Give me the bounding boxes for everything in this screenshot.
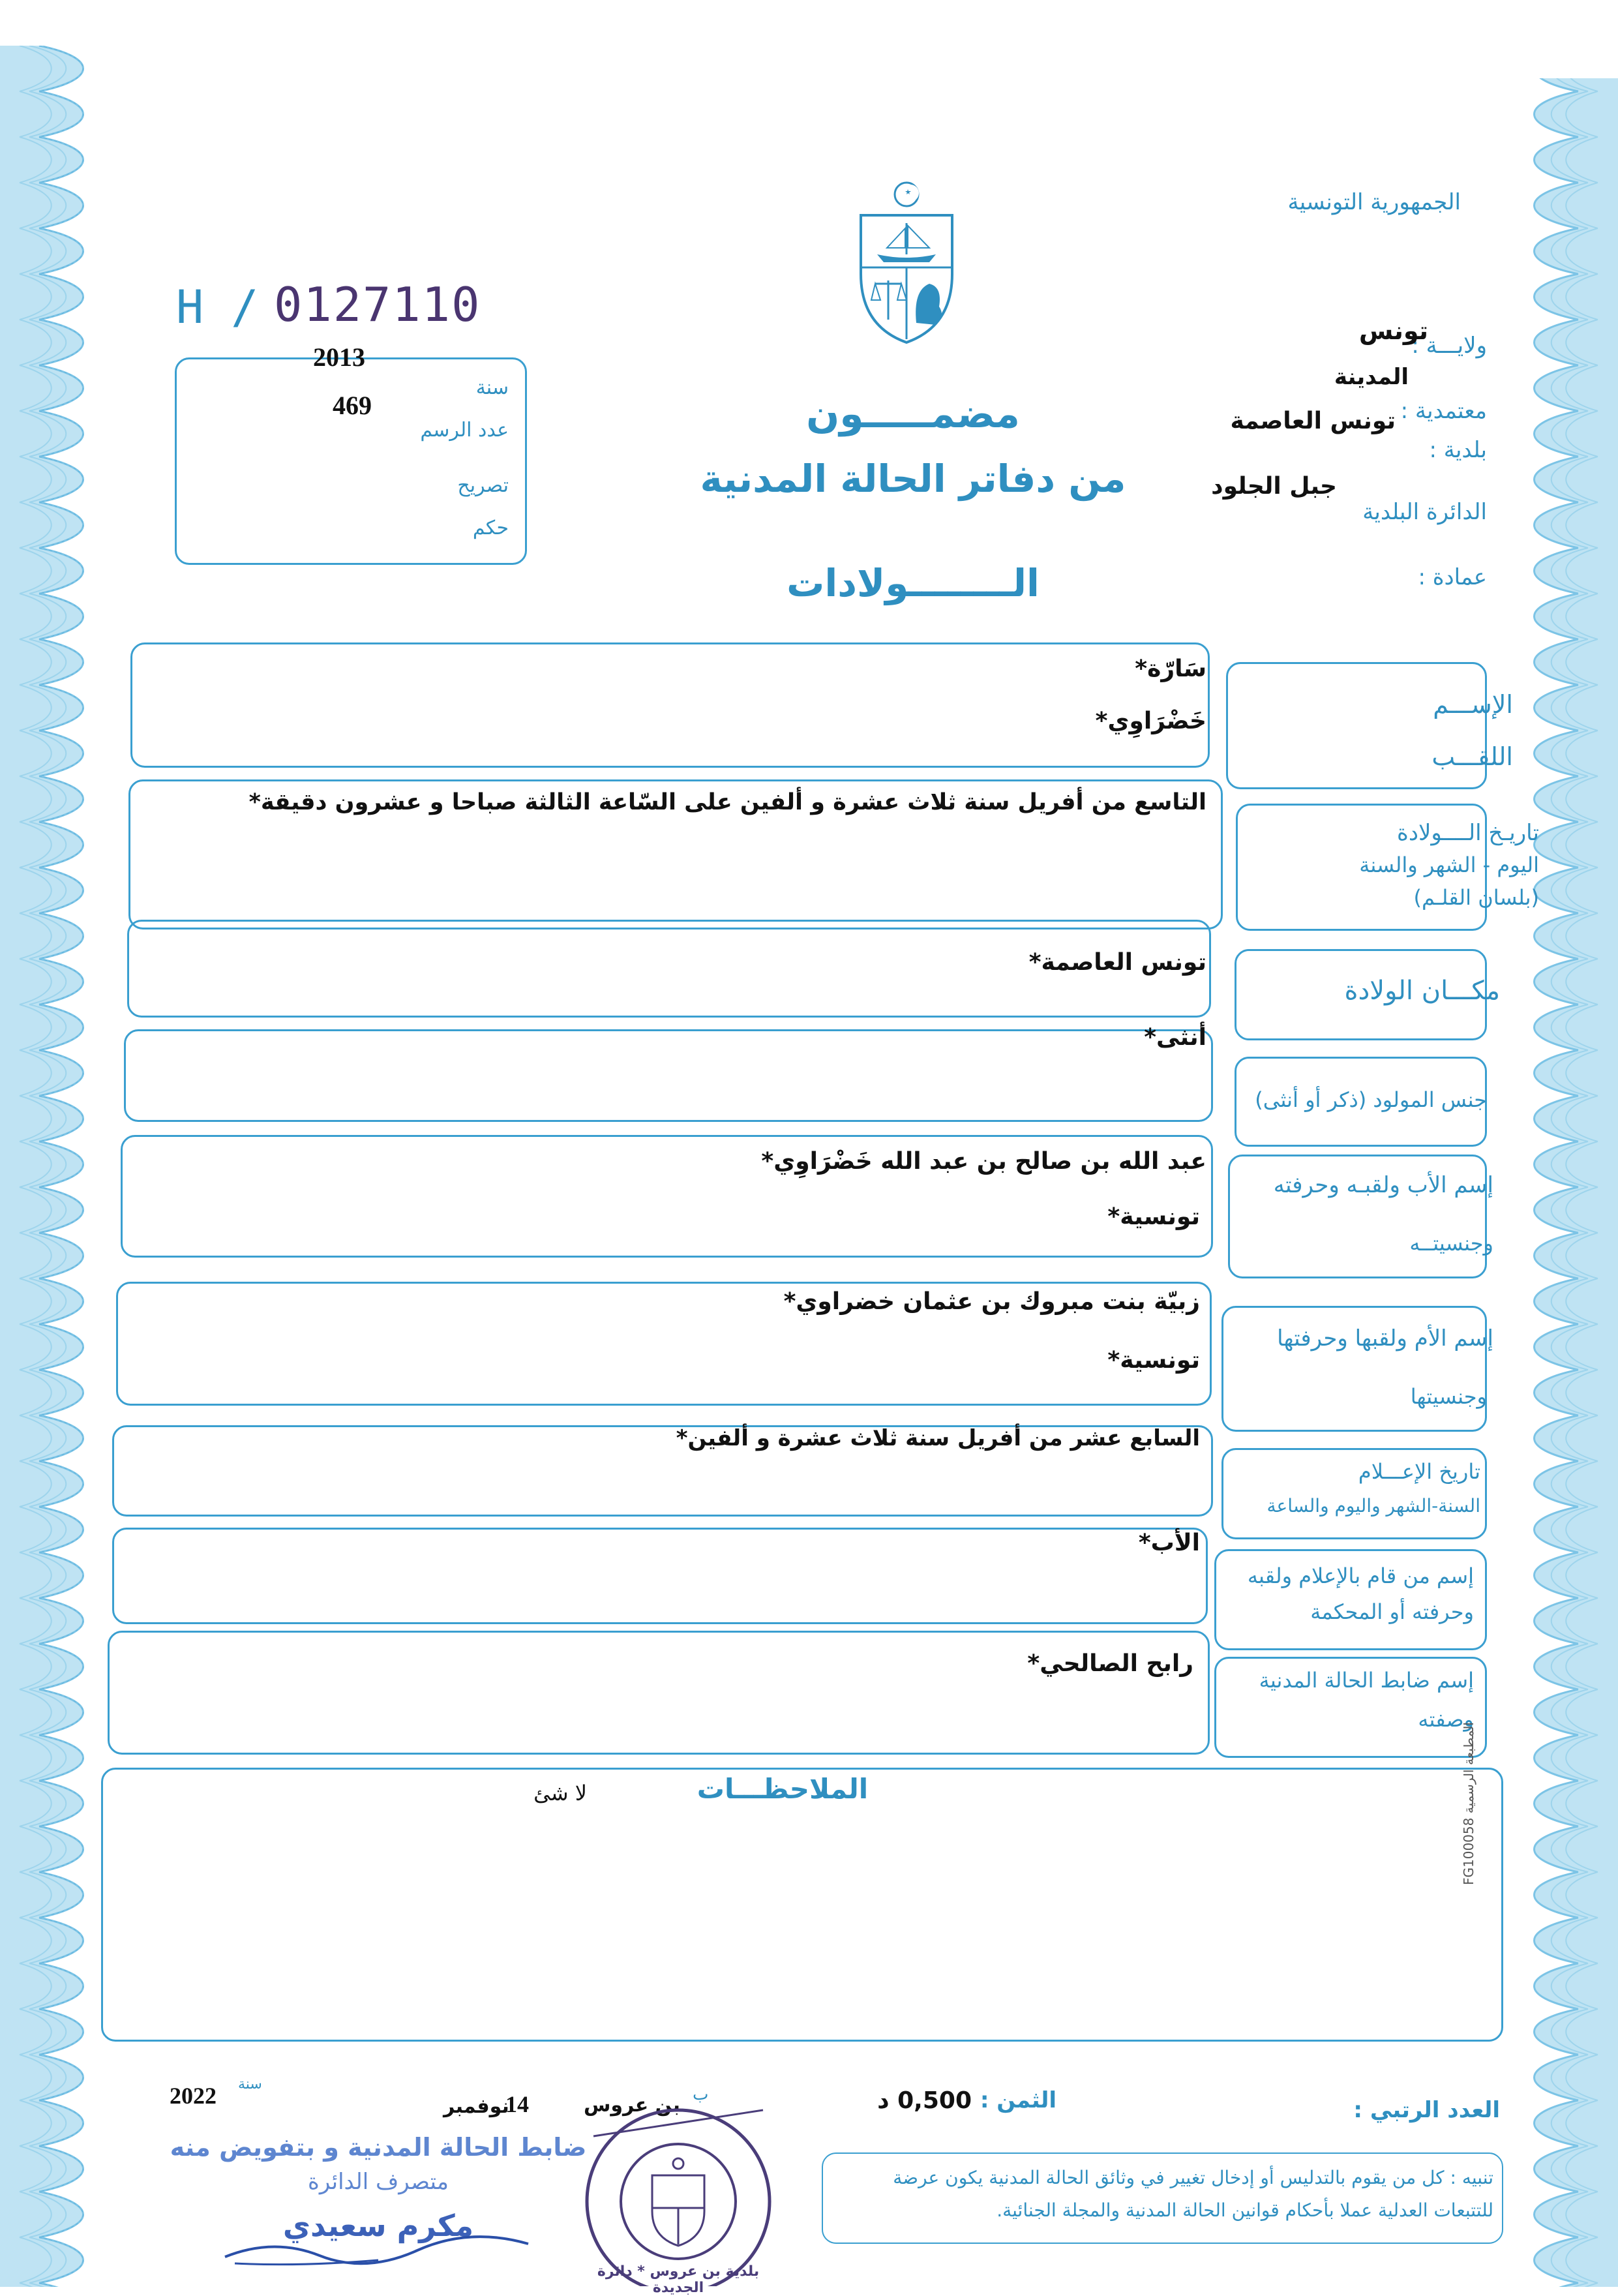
birthdate-value: التاسع من أفريل سنة ثلاث عشرة و ألفين على السّاعة الثالثة صباحا و عشرون دقيقة* [248,789,1206,815]
warning-line2: للتتبعات العدلية عملا بأحكام قوانين الحالة المدنية والمجلة الجنائية. [996,2199,1493,2221]
declaration-label: تصريح [457,474,509,497]
signature-icon [222,2231,535,2270]
ordinal-number-label: العدد الرتبي : [1353,2097,1500,2123]
price-label: الثمن : [980,2087,1056,2113]
delegation-value: تونس العاصمة [1230,408,1396,434]
field-label-mother: إسم الأم ولقبها وحرفتها [1277,1325,1493,1352]
field-label-sex: جنس المولود (ذكر أو أنثى) [1255,1087,1487,1112]
issue-day: 14 [505,2091,529,2117]
price-value: 0,500 د [877,2087,972,2114]
delegation-label: معتمدية : [1400,398,1487,424]
serial-prefix: H / [176,280,259,334]
municipal-district-label: الدائرة البلدية [1362,499,1487,525]
field-label-declaration-date: تاريخ الإعـــلام [1358,1459,1480,1484]
mother-nationality-value: تونسية* [1107,1347,1200,1374]
municipality-label: بلدية : [1429,437,1487,463]
officer-delegation-stamp-line2: متصرف الدائرة [308,2169,449,2195]
field-label-declarant-court: وحرفته أو المحكمة [1310,1599,1474,1624]
governorate-label: ولايـــة : [1411,333,1487,359]
title-civil-registers: من دفاتر الحالة المدنية [700,457,1126,501]
coat-of-arms-icon [848,176,965,346]
field-label-father: إسم الأب ولقبـه وحرفته [1273,1172,1493,1198]
deed-number-label: عدد الرسم [420,419,509,442]
declarant-value: الأب* [1138,1530,1200,1556]
remarks-box [101,1768,1503,2042]
officer-delegation-stamp-line1: ضابط الحالة المدنية و بتفويض منه [170,2133,587,2162]
issue-year-label: سنة [238,2076,262,2092]
right-decorative-border [1493,0,1618,2287]
title-births: الــــــــولادات [787,561,1040,605]
field-label-surname: اللقـــب [1431,742,1513,771]
mother-value: زبيّة بنت مبروك بن عثمان خضراوي* [783,1288,1200,1315]
field-label-first-name: الإســـم [1433,690,1513,719]
field-officer-value-box [108,1631,1210,1755]
municipal-district-value: جبل الجلود [1211,473,1337,500]
field-label-birthdate-words: (بلسان القلـم) [1413,885,1539,910]
birthplace-value: تونس العاصمة* [1028,949,1206,976]
municipal-round-stamp-icon [567,2091,789,2286]
surname-value: خَضْرَاوِي* [1095,708,1206,734]
first-name-value: سَارّة* [1135,656,1206,682]
issue-place: بن عروس [584,2094,680,2117]
warning-line1: تنبيه : كل من يقوم بالتدليس أو إدخال تغيير في وثائق الحالة المدنية يكون عرضة [893,2167,1493,2188]
deed-number-value: 469 [333,391,372,420]
field-label-declaration-date-format: السنة-الشهر واليوم والساعة [1266,1495,1480,1517]
municipal-stamp-text: بلدية بن عروس * دائرة الجديدة [597,2263,760,2296]
warning-box [822,2152,1503,2244]
judgment-label: حكم [472,517,509,539]
father-nationality-value: تونسية* [1107,1203,1200,1230]
field-label-birthdate-format: اليوم - الشهر والسنة [1359,853,1539,877]
title-extract: مضمـــــون [806,391,1020,437]
field-label-officer-title: وصفته [1418,1707,1474,1732]
declaration-date-value: السابع عشر من أفريل سنة ثلاث عشرة و ألفين* [676,1425,1200,1451]
serial-number: 0127110 [274,277,481,332]
field-label-mother-nationality: وجنسيتها [1410,1384,1487,1409]
issue-month: نوفمبر [443,2095,509,2118]
sex-value: أنثى* [1144,1024,1206,1051]
governorate-sub-value: المدينة [1334,364,1409,390]
republic-label: الجمهورية التونسية [1287,189,1461,215]
field-label-officer: إسم ضابط الحالة المدنية [1259,1668,1474,1693]
year-value: 2013 [313,342,365,372]
issue-year-value: 2022 [170,2083,217,2109]
issue-place-prefix: ب [693,2085,709,2104]
printer-mark: المطبعة الرسمية FG100058 [1461,1722,1476,1885]
remarks-title: الملاحظـــات [697,1773,869,1805]
officer-value: رابح الصالحي* [1027,1650,1193,1677]
father-value: عبد الله بن صالح بن عبد الله خَضْرَاوِي* [761,1148,1206,1175]
officer-name-stamp: مكرم سعيدي [282,2208,474,2243]
field-label-birthplace: مكـــان الولادة [1344,976,1500,1006]
field-label-declarant: إسم من قام بالإعلام ولقبه [1247,1563,1474,1588]
governorate-value: تونس [1358,316,1428,345]
omada-label: عمادة : [1418,564,1487,590]
field-label-birthdate: تاريـخ الــــولادة [1397,820,1539,846]
remarks-value: لا شئ [533,1781,587,1805]
year-label: سنة [475,376,509,399]
field-label-father-nationality: وجنسيتــه [1409,1231,1493,1256]
